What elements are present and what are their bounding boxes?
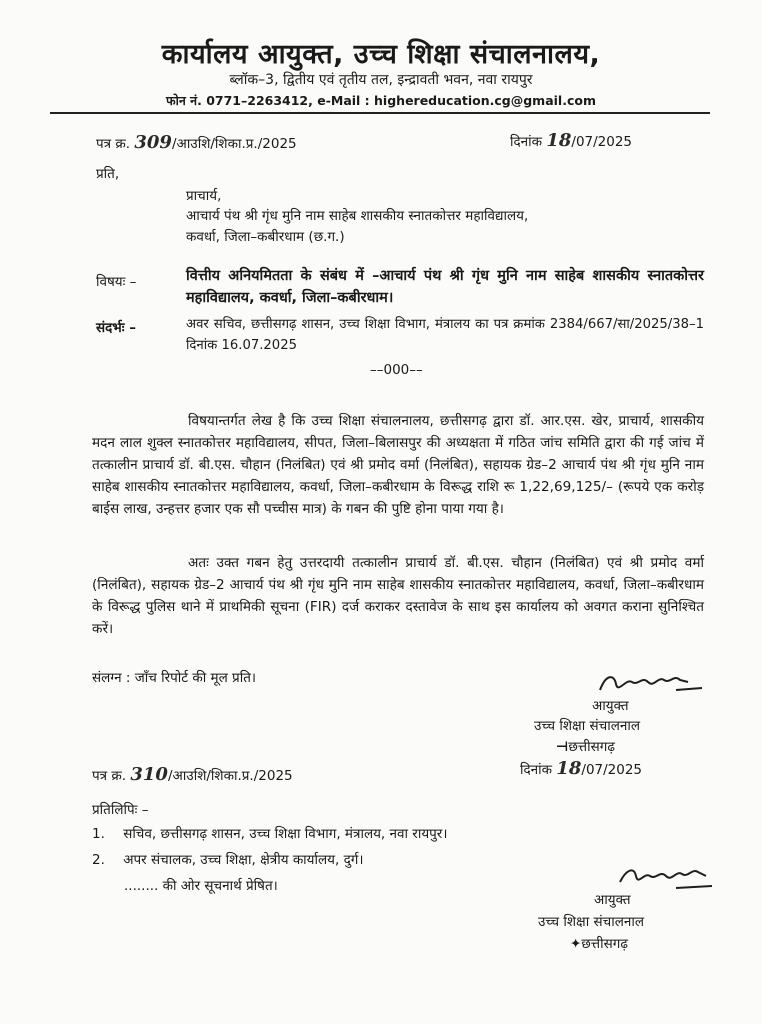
recipient-line-2: आचार्य पंथ श्री गृंध मुनि नाम साहेब शासकीय स्नातकोत्तर महाविद्यालय, [186, 208, 529, 224]
office-title: कार्यालय आयुक्त, उच्च शिक्षा संचालनालय, [161, 39, 601, 70]
copy-label: प्रतिलिपिः – [92, 802, 149, 818]
handwritten-copy-date-day: 18 [556, 758, 582, 779]
copy-item-2: 2. अपर संचालक, उच्च शिक्षा, क्षेत्रीय कार्यालय, दुर्ग। [92, 852, 364, 868]
reference-text: अवर सचिव, छत्तीसगढ़ शासन, उच्च शिक्षा विभाग, मंत्रालय का पत्र क्रमांक 2384/667/सा/2025/38–1 दिनांक 16.07.2025 [186, 317, 704, 353]
signature-1 [596, 668, 706, 698]
body-paragraph-1: विषयान्तर्गत लेख है कि उच्च शिक्षा संचालनालय, छत्तीसगढ़ द्वारा डॉ. आर.एस. खेर, प्राचार्य, शासकीय मदन लाल शुक्ल स्नातकोत्तर महाविद्यालय, सीपत, जिला–बिलासपुर की अध्यक्षता में गठित जांच समिति द्वारा की गई जांच में तत्कालीन प्राचार्य डॉ. बी.एस. चौहान (निलंबित) एवं श्री प्रमोद वर्मा (निलंबित), सहायक ग्रेड–2 आचार्य पंथ श्री गृंध मुनि नाम साहेब शासकीय स्नातकोत्तर महाविद्यालय, कवर्धा, जिला–कबीरधाम के विरूद्ध राशि रू 1,22,69,125/– (रूपये एक करोड़ बाईस लाख, उन्हत्तर हजार एक सौ पच्चीस मात्र) के गबन की पुष्टि होना पाया गया है। [92, 413, 704, 517]
handwritten-ref-number: 309 [134, 132, 172, 153]
copy-item-1: 1. सचिव, छत्तीसगढ़ शासन, उच्च शिक्षा विभाग, मंत्रालय, नवा रायपुर। [92, 826, 448, 842]
body-paragraph-2: अतः उक्त गबन हेतु उत्तरदायी तत्कालीन प्राचार्य डॉ. बी.एस. चौहान (निलंबित) एवं श्री प्रमोद वर्मा (निलंबित), सहायक ग्रेड–2 आचार्य पंथ श्री गृंध मुनि नाम साहेब शासकीय स्नातकोत्तर महाविद्यालय, कवर्धा, जिला–कबीरधाम के विरूद्ध पुलिस थाने में प्राथमिकी सूचना (FIR) दर्ज कराकर दस्तावेज के साथ इस कार्यालय को अवगत कराना सुनिश्चित करें। [92, 555, 704, 637]
recipient-line-1: प्राचार्य, [186, 188, 222, 204]
reference-label: संदर्भः – [96, 320, 136, 336]
to-label: प्रति, [96, 166, 120, 182]
letter-reference: पत्र क्र. 309/आउशि/शिका.प्र./2025 [96, 132, 297, 153]
handwritten-copy-number: 310 [130, 764, 168, 785]
subject-text: वित्तीय अनियमितता के संबंध में –आचार्य पंथ श्री गृंध मुनि नाम साहेब शासकीय स्नातकोत्तर महाविद्यालय, कवर्धा, जिला–कबीरधाम। [186, 268, 704, 306]
header-divider [50, 112, 710, 114]
separator: ––000–– [370, 362, 423, 378]
signature-1-state: ⊣छत्तीसगढ़ [556, 739, 615, 755]
signature-2-state: ✦छत्तीसगढ़ [570, 936, 628, 952]
copy-reference: पत्र क्र. 310/आउशि/शिका.प्र./2025 [92, 764, 293, 785]
subject-label: विषयः – [96, 274, 137, 290]
signature-1-department: उच्च शिक्षा संचालनाल [534, 718, 640, 734]
enclosure-note: संलग्न : जाँच रिपोर्ट की मूल प्रति। [92, 670, 257, 686]
signature-2 [616, 862, 716, 894]
recipient-line-3: कवर्धा, जिला–कबीरधाम (छ.ग.) [186, 229, 345, 245]
signature-2-department: उच्च शिक्षा संचालनाल [538, 914, 644, 930]
signature-2-designation: आयुक्त [594, 892, 631, 908]
signature-1-designation: आयुक्त [592, 698, 629, 714]
letter-date: दिनांक 18/07/2025 [510, 130, 633, 151]
forward-note: ........ की ओर सूचनार्थ प्रेषित। [124, 878, 278, 894]
office-contact: फोन नं. 0771–2263412, e-Mail : highereducation.cg@gmail.com [166, 93, 596, 108]
copy-date: दिनांक 18/07/2025 [520, 758, 643, 779]
office-address: ब्लॉक–3, द्वितीय एवं तृतीय तल, इन्द्रावती भवन, नवा रायपुर [229, 72, 533, 88]
handwritten-date-day: 18 [546, 130, 572, 151]
